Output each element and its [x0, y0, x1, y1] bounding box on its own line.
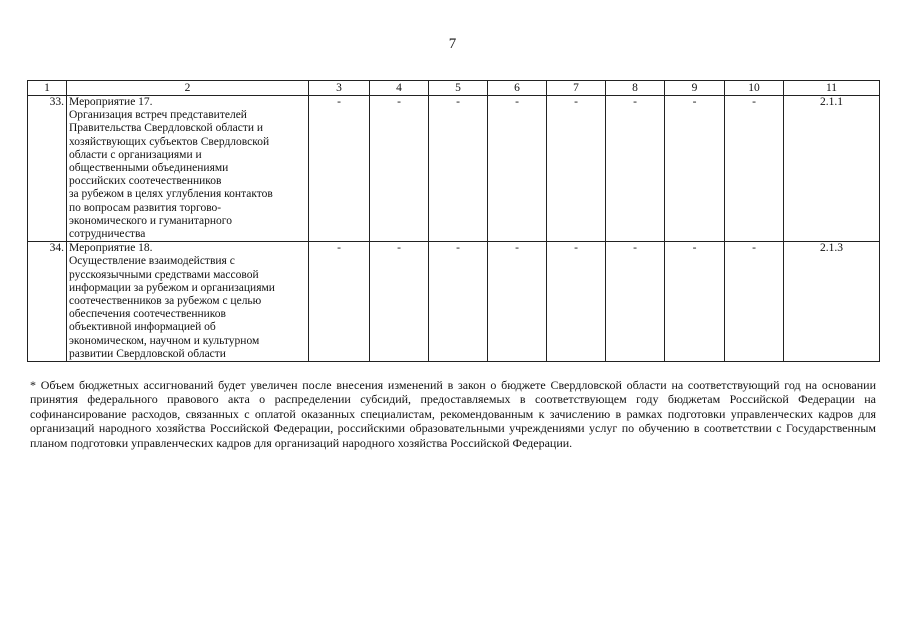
table-row: [28, 96, 880, 242]
description-line: общественными объединениями: [69, 162, 229, 175]
value-cell: -: [606, 242, 665, 362]
description-line: соотечественников за рубежом с целью: [69, 295, 262, 308]
value-cell: -: [429, 96, 488, 242]
description-line: Правительства Свердловской области и: [69, 122, 264, 135]
value-cell: -: [488, 96, 547, 242]
target-reference: 2.1.1: [784, 96, 880, 242]
value-cell: -: [309, 242, 370, 362]
activity-title: Мероприятие 17.: [69, 96, 153, 108]
target-reference: 2.1.3: [784, 242, 880, 362]
description-line: развитии Свердловской области: [69, 347, 226, 360]
value-cell: -: [370, 242, 429, 362]
column-header: 3: [309, 81, 370, 96]
value-cell: -: [665, 242, 725, 362]
description-line: русскоязычными средствами массовой: [69, 268, 259, 281]
page-number: 7: [448, 36, 457, 52]
value-cell: -: [429, 242, 488, 362]
row-number: 34.: [28, 242, 67, 362]
value-cell: -: [606, 96, 665, 242]
activity-description: [67, 242, 309, 362]
description-line: обеспечения соотечественников: [69, 308, 226, 321]
activity-title: Мероприятие 18.: [69, 242, 153, 255]
description-line: экономического и гуманитарного: [69, 214, 232, 227]
table-row: [28, 242, 880, 362]
description-line: хозяйствующих субъектов Свердловской: [69, 135, 270, 148]
table-header-row: [28, 81, 880, 96]
column-header: 10: [725, 81, 784, 96]
description-line: экономическом, научном и культурном: [69, 334, 260, 347]
row-number: 33.: [28, 96, 67, 242]
activities-table: [27, 80, 880, 362]
description-line: за рубежом в целях углубления контактов: [69, 188, 273, 201]
budget-footnote: * Объем бюджетных ассигнований будет увеличен после внесения изменений в закон о бюджете Свердловской области на соответствующий год на основании принятия федерального правового акта о распределении субсидий, предоставляемых в соответствующем году бюджетам Российской Федерации на софинансирование расходов, связанных с оплатой оказанных специалистам, рекомендованным к зачислению в рамках подготовки управленческих кадров для организаций народного хозяйства Российской Федерации, российскими образовательными учреждениями услуг по обучению в соответствии с Государственным планом подготовки управленческих кадров для организаций народного хозяйства Российской Федерации.: [30, 378, 876, 450]
value-cell: -: [725, 96, 784, 242]
column-header: 9: [665, 81, 725, 96]
column-header: 11: [784, 81, 880, 96]
value-cell: -: [665, 96, 725, 242]
value-cell: -: [547, 242, 606, 362]
description-line: объективной информацией об: [69, 321, 216, 334]
value-cell: -: [309, 96, 370, 242]
value-cell: -: [725, 242, 784, 362]
description-line: Осуществление взаимодействия с: [69, 255, 235, 268]
activity-description: [67, 96, 309, 242]
column-header: 2: [67, 81, 309, 96]
column-header: 7: [547, 81, 606, 96]
column-header: 4: [370, 81, 429, 96]
value-cell: -: [370, 96, 429, 242]
value-cell: -: [488, 242, 547, 362]
description-line: российских соотечественников: [69, 175, 222, 188]
column-header: 1: [28, 81, 67, 96]
description-line: информации за рубежом и организациями: [69, 281, 275, 294]
description-line: Организация встреч представителей: [69, 109, 247, 122]
description-line: сотрудничества: [69, 228, 146, 241]
description-line: по вопросам развития торгово-: [69, 201, 222, 214]
column-header: 8: [606, 81, 665, 96]
column-header: 6: [488, 81, 547, 96]
value-cell: -: [547, 96, 606, 242]
description-line: области с организациями и: [69, 148, 202, 161]
column-header: 5: [429, 81, 488, 96]
